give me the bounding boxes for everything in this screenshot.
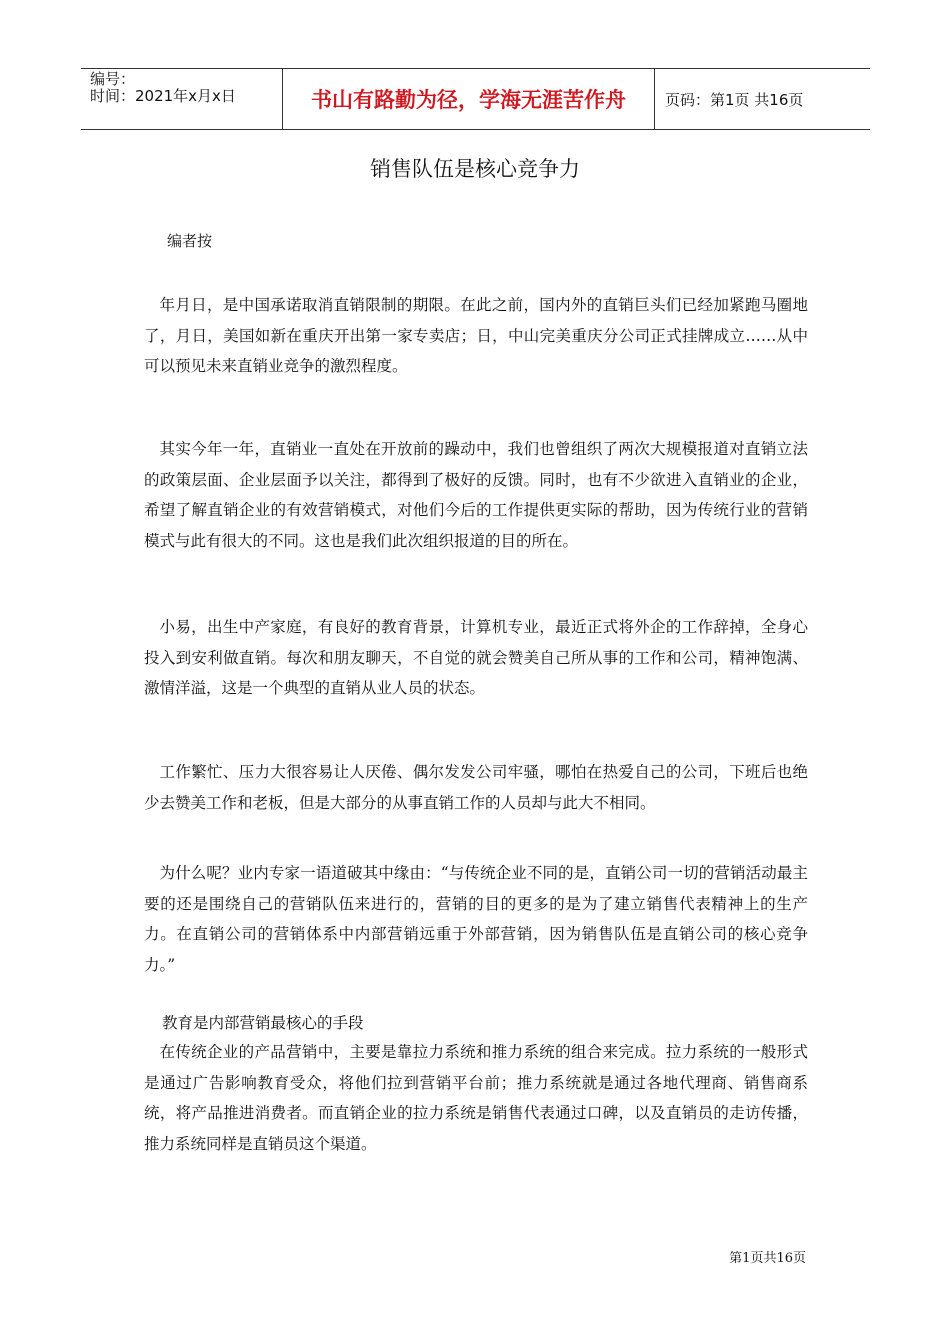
paragraph-6: 在传统企业的产品营销中，主要是靠拉力系统和推力系统的组合来完成。拉力系统的一般形式是通过广告影响教育受众，将他们拉到营销平台前；推力系统就是通过各地代理商、销售商系统，将产品推进消费者。而直销企业的拉力系统是销售代表通过口碑，以及直销员的走访传播，推力系统同样是直销员这个渠道。 <box>144 1043 808 1153</box>
number-label: 编号： <box>90 70 136 88</box>
paragraph-4: 工作繁忙、压力大很容易让人厌倦、偶尔发发公司牢骚，哪怕在热爱自己的公司，下班后也绝少去赞美工作和老板，但是大部分的从事直销工作的人员却与此大不相同。 <box>144 763 808 812</box>
paragraph-5: 为什么呢？业内专家一语道破其中缘由：“与传统企业不同的是，直销公司一切的营销活动最主要的还是围绕自己的营销队伍来进行的，营销的目的更多的是为了建立销售代表精神上的生产力。在直销公司的营销体系中内部营销远重于外部营销，因为销售队伍是直销公司的核心竞争力。” <box>144 864 808 974</box>
document-title: 销售队伍是核心竞争力 <box>370 157 580 181</box>
footer-page-info: 第1页共16页 <box>729 1251 806 1266</box>
paragraph-2: 其实今年一年，直销业一直处在开放前的躁动中，我们也曾组织了两次大规模报道对直销立法的政策层面、企业层面予以关注，都得到了极好的反馈。同时，也有不少欲进入直销业的企业，希望了解直销企业的有效营销模式，对他们今后的工作提供更实际的帮助，因为传统行业的营销模式与此有很大的不同。这也是我们此次组织报道的目的所在。 <box>144 440 808 550</box>
header-table <box>81 68 870 130</box>
time-label: 时间：2021年x月x日 <box>90 87 236 105</box>
paragraph-3: 小易，出生中产家庭，有良好的教育背景，计算机专业，最近正式将外企的工作辞掉，全身心投入到安利做直销。每次和朋友聊天，不自觉的就会赞美自己所从事的工作和公司，精神饱满、激情洋溢，这是一个典型的直销从业人员的状态。 <box>144 618 808 697</box>
editor-note: 编者按 <box>167 232 213 250</box>
header-motto: 书山有路勤为径，学海无涯苦作舟 <box>282 69 655 129</box>
header-meta <box>81 69 282 129</box>
section-heading: 教育是内部营销最核心的手段 <box>162 1014 364 1032</box>
paragraph-1: 年月日，是中国承诺取消直销限制的期限。在此之前，国内外的直销巨头们已经加紧跑马圈地了，月日，美国如新在重庆开出第一家专卖店；日，中山完美重庆分公司正式挂牌成立……从中可以预见未来直销业竞争的激烈程度。 <box>144 296 808 375</box>
header-page-info: 页码：第1页 共16页 <box>665 90 804 109</box>
